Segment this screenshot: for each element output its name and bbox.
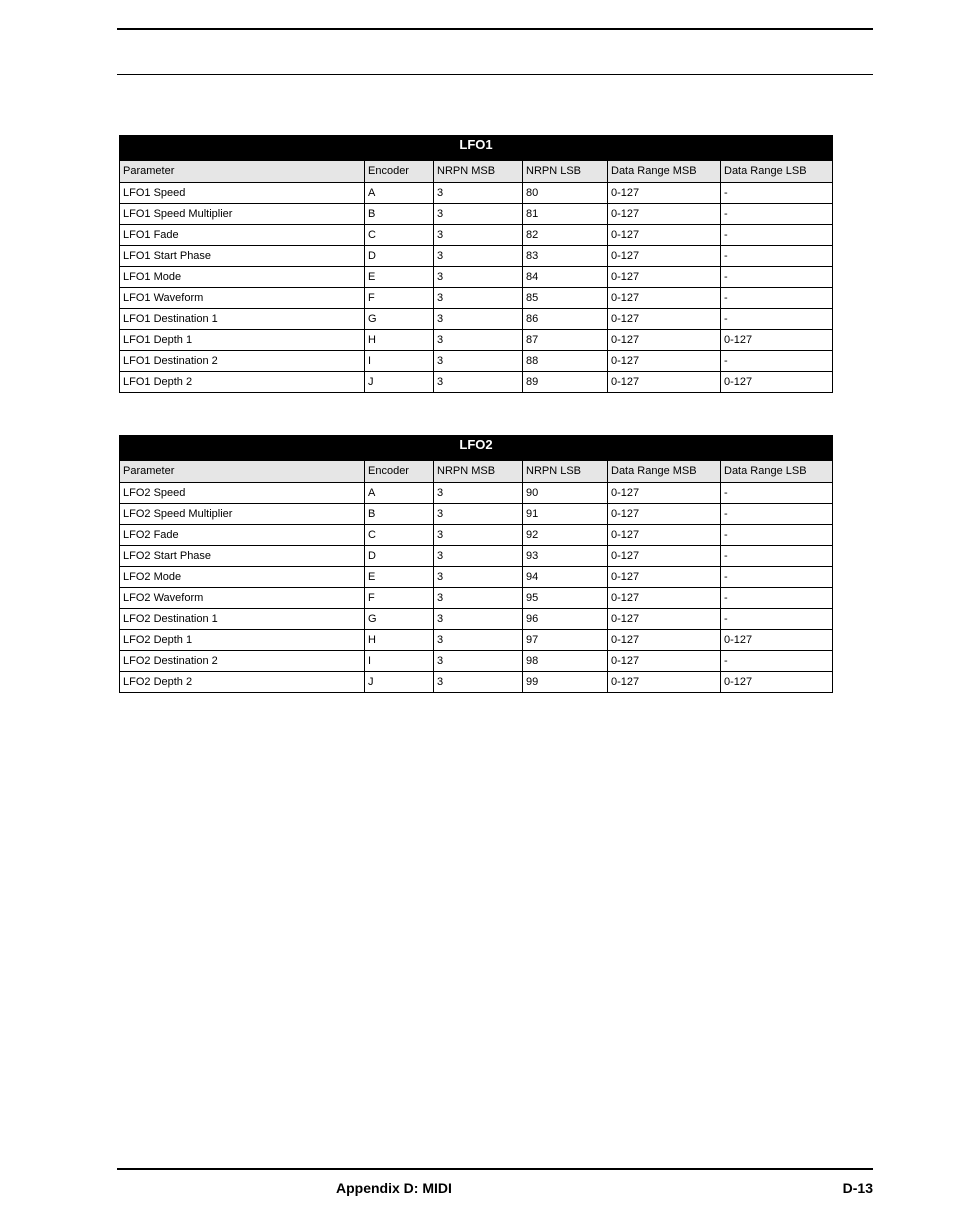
table-row xyxy=(120,609,833,630)
table-cell: I xyxy=(365,651,434,672)
table-cell: LFO2 Mode xyxy=(120,567,365,588)
table-title: LFO2 xyxy=(120,436,833,461)
table-cell: - xyxy=(721,351,833,372)
table-row xyxy=(120,225,833,246)
table-cell: - xyxy=(721,483,833,504)
column-header: Data Range LSB xyxy=(721,461,833,483)
table-cell: G xyxy=(365,609,434,630)
table-cell: 3 xyxy=(434,183,523,204)
table-title-row xyxy=(120,436,833,461)
table-cell: - xyxy=(721,267,833,288)
table-cell: J xyxy=(365,672,434,693)
table-cell: - xyxy=(721,651,833,672)
table-cell: 95 xyxy=(523,588,608,609)
table-cell: 88 xyxy=(523,351,608,372)
column-header: Encoder xyxy=(365,461,434,483)
table-cell: - xyxy=(721,546,833,567)
table-cell: - xyxy=(721,567,833,588)
header-rule-bottom xyxy=(117,74,873,75)
table-cell: 0-127 xyxy=(608,567,721,588)
table-row xyxy=(120,309,833,330)
column-header: Parameter xyxy=(120,461,365,483)
table-cell: 90 xyxy=(523,483,608,504)
table-row xyxy=(120,525,833,546)
table-cell: 0-127 xyxy=(608,672,721,693)
table-cell: - xyxy=(721,183,833,204)
table-cell: LFO2 Waveform xyxy=(120,588,365,609)
table-cell: 84 xyxy=(523,267,608,288)
table-row xyxy=(120,372,833,393)
table-cell: 3 xyxy=(434,204,523,225)
table-row xyxy=(120,672,833,693)
table-cell: 0-127 xyxy=(608,651,721,672)
column-header: Data Range MSB xyxy=(608,461,721,483)
lfo2-table xyxy=(119,435,833,693)
table-cell: 3 xyxy=(434,588,523,609)
table-cell: 0-127 xyxy=(608,483,721,504)
table-cell: 0-127 xyxy=(608,330,721,351)
table-row xyxy=(120,546,833,567)
table-cell: 3 xyxy=(434,609,523,630)
table-cell: 93 xyxy=(523,546,608,567)
table-cell: D xyxy=(365,546,434,567)
table-row xyxy=(120,630,833,651)
table-row xyxy=(120,588,833,609)
table-cell: 80 xyxy=(523,183,608,204)
table-cell: E xyxy=(365,567,434,588)
table-cell: 0-127 xyxy=(608,267,721,288)
table-cell: LFO2 Fade xyxy=(120,525,365,546)
table-cell: 0-127 xyxy=(608,288,721,309)
table-cell: 0-127 xyxy=(721,672,833,693)
table-header-row xyxy=(120,461,833,483)
table-cell: 3 xyxy=(434,330,523,351)
table-cell: H xyxy=(365,630,434,651)
table-row xyxy=(120,246,833,267)
table-cell: LFO2 Depth 2 xyxy=(120,672,365,693)
table-row xyxy=(120,483,833,504)
table-cell: 94 xyxy=(523,567,608,588)
table-cell: - xyxy=(721,609,833,630)
table-cell: 98 xyxy=(523,651,608,672)
table-cell: A xyxy=(365,483,434,504)
table-cell: LFO1 Mode xyxy=(120,267,365,288)
table-cell: E xyxy=(365,267,434,288)
table-cell: 99 xyxy=(523,672,608,693)
table-cell: J xyxy=(365,372,434,393)
footer-rule xyxy=(117,1168,873,1170)
table-cell: 0-127 xyxy=(608,372,721,393)
table-cell: LFO1 Fade xyxy=(120,225,365,246)
table-cell: D xyxy=(365,246,434,267)
table-cell: LFO1 Speed xyxy=(120,183,365,204)
table-row xyxy=(120,204,833,225)
table-cell: - xyxy=(721,309,833,330)
table-cell: 3 xyxy=(434,504,523,525)
table-cell: LFO2 Destination 1 xyxy=(120,609,365,630)
table-cell: LFO1 Waveform xyxy=(120,288,365,309)
table-cell: I xyxy=(365,351,434,372)
table-cell: 0-127 xyxy=(721,330,833,351)
table-title: LFO1 xyxy=(120,136,833,161)
table-cell: H xyxy=(365,330,434,351)
table-cell: LFO1 Depth 2 xyxy=(120,372,365,393)
table-cell: C xyxy=(365,525,434,546)
table-cell: 0-127 xyxy=(608,309,721,330)
table-cell: 0-127 xyxy=(721,372,833,393)
table-row xyxy=(120,651,833,672)
table-cell: - xyxy=(721,504,833,525)
table-cell: LFO1 Destination 1 xyxy=(120,309,365,330)
column-header: Parameter xyxy=(120,161,365,183)
column-header: Data Range MSB xyxy=(608,161,721,183)
table-cell: 3 xyxy=(434,225,523,246)
column-header: NRPN LSB xyxy=(523,461,608,483)
table-cell: 92 xyxy=(523,525,608,546)
table-cell: LFO1 Start Phase xyxy=(120,246,365,267)
table-cell: - xyxy=(721,225,833,246)
table-cell: 3 xyxy=(434,630,523,651)
table-cell: 0-127 xyxy=(608,504,721,525)
table-cell: - xyxy=(721,588,833,609)
table-cell: 3 xyxy=(434,672,523,693)
table-cell: 83 xyxy=(523,246,608,267)
table-cell: G xyxy=(365,309,434,330)
table-header-row xyxy=(120,161,833,183)
table-row xyxy=(120,183,833,204)
column-header: NRPN MSB xyxy=(434,161,523,183)
table-cell: 89 xyxy=(523,372,608,393)
table-cell: - xyxy=(721,525,833,546)
table-cell: 0-127 xyxy=(608,183,721,204)
table-cell: 82 xyxy=(523,225,608,246)
table-cell: 3 xyxy=(434,483,523,504)
table-cell: F xyxy=(365,288,434,309)
table-cell: 3 xyxy=(434,372,523,393)
table-cell: A xyxy=(365,183,434,204)
table-row xyxy=(120,330,833,351)
table-row xyxy=(120,567,833,588)
table-row xyxy=(120,288,833,309)
column-header: NRPN MSB xyxy=(434,461,523,483)
table-cell: 0-127 xyxy=(721,630,833,651)
table-cell: - xyxy=(721,204,833,225)
table-cell: - xyxy=(721,246,833,267)
table-cell: 3 xyxy=(434,525,523,546)
table-cell: 0-127 xyxy=(608,204,721,225)
table-row xyxy=(120,351,833,372)
column-header: Encoder xyxy=(365,161,434,183)
table-cell: - xyxy=(721,288,833,309)
table-cell: LFO2 Destination 2 xyxy=(120,651,365,672)
table-cell: LFO1 Depth 1 xyxy=(120,330,365,351)
table-cell: B xyxy=(365,504,434,525)
lfo1-table xyxy=(119,135,833,393)
table-cell: 0-127 xyxy=(608,630,721,651)
table-cell: 0-127 xyxy=(608,609,721,630)
table-cell: LFO2 Speed xyxy=(120,483,365,504)
table-cell: 85 xyxy=(523,288,608,309)
table-cell: 0-127 xyxy=(608,351,721,372)
column-header: NRPN LSB xyxy=(523,161,608,183)
table-cell: 3 xyxy=(434,246,523,267)
page-number: D-13 xyxy=(842,1180,873,1196)
table-cell: 3 xyxy=(434,567,523,588)
footer-section-title: Appendix D: MIDI xyxy=(336,1180,452,1196)
table-cell: 0-127 xyxy=(608,525,721,546)
table-cell: 96 xyxy=(523,609,608,630)
table-cell: 0-127 xyxy=(608,225,721,246)
table-cell: 0-127 xyxy=(608,246,721,267)
table-cell: 3 xyxy=(434,546,523,567)
column-header: Data Range LSB xyxy=(721,161,833,183)
table-cell: LFO1 Speed Multiplier xyxy=(120,204,365,225)
table-cell: LFO2 Depth 1 xyxy=(120,630,365,651)
table-cell: 81 xyxy=(523,204,608,225)
table-cell: LFO2 Start Phase xyxy=(120,546,365,567)
table-cell: 87 xyxy=(523,330,608,351)
table-cell: 0-127 xyxy=(608,546,721,567)
table-cell: 0-127 xyxy=(608,588,721,609)
table-cell: C xyxy=(365,225,434,246)
table-cell: B xyxy=(365,204,434,225)
table-cell: 3 xyxy=(434,288,523,309)
table-cell: 97 xyxy=(523,630,608,651)
table-cell: 3 xyxy=(434,267,523,288)
table-cell: 3 xyxy=(434,351,523,372)
table-row xyxy=(120,267,833,288)
table-cell: F xyxy=(365,588,434,609)
table-cell: 91 xyxy=(523,504,608,525)
header-rule-top xyxy=(117,28,873,30)
table-row xyxy=(120,504,833,525)
table-cell: 3 xyxy=(434,309,523,330)
table-cell: LFO1 Destination 2 xyxy=(120,351,365,372)
table-title-row xyxy=(120,136,833,161)
table-cell: 86 xyxy=(523,309,608,330)
table-cell: LFO2 Speed Multiplier xyxy=(120,504,365,525)
table-cell: 3 xyxy=(434,651,523,672)
